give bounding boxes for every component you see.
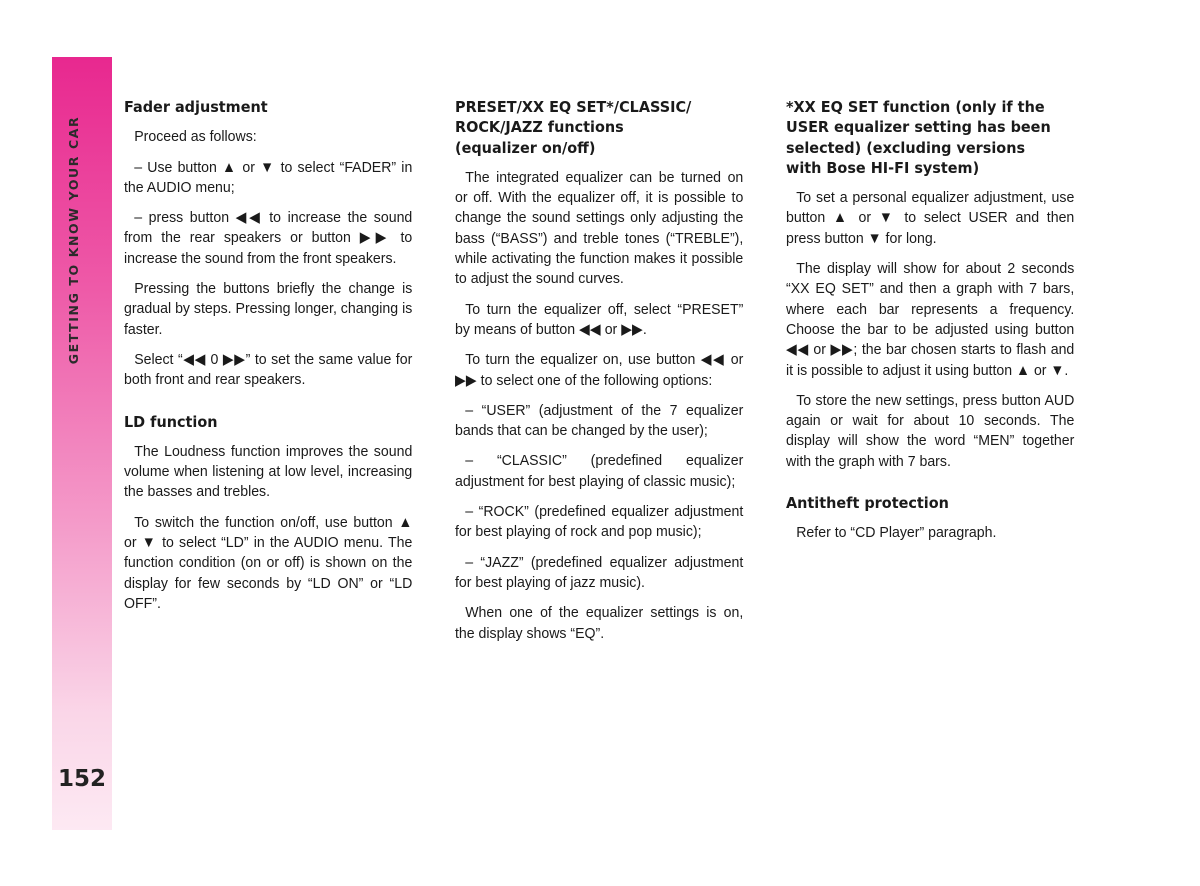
paragraph: Select “◀◀ 0 ▶▶” to set the same value for both front and rear speakers. [124, 350, 413, 389]
paragraph: The integrated equalizer can be turned on or off. With the equalizer off, it is possible to change the sound settings only adjusting the bass (“BASS”) and treble tones (“TREBLE”), while activating the function makes it possible to adjust the sound curves. [455, 168, 744, 288]
column-middle [455, 97, 743, 654]
paragraph: To store the new settings, press button AUD again or wait for about 10 seconds. The display will show the word “MEN” together with the graph with 7 bars. [786, 391, 1075, 470]
paragraph: To switch the function on/off, use button ▲ or ▼ to select “LD” in the AUDIO menu. The function condition (on or off) is shown on the display for few seconds by “LD ON” or “LD OFF”. [124, 513, 413, 612]
heading-ld-function: LD function [124, 412, 218, 431]
section-label: GETTING TO KNOW YOUR CAR [66, 115, 81, 365]
paragraph: – “JAZZ” (predefined equalizer adjustment for best playing of jazz music). [455, 553, 744, 591]
paragraph: To turn the equalizer off, select “PRESET” by means of button ◀◀ or ▶▶. [455, 300, 744, 338]
paragraph: – “USER” (adjustment of the 7 equalizer bands that can be changed by the user); [455, 401, 744, 440]
heading-fader-adjustment: Fader adjustment [124, 98, 268, 116]
page-number: 152 [58, 766, 107, 792]
paragraph: When one of the equalizer settings is on, the display shows “EQ”. [455, 604, 744, 642]
paragraph: – “ROCK” (predefined equalizer adjustment for best playing of rock and pop music); [455, 503, 744, 541]
heading-equalizer-functions: PRESET/XX EQ SET*/CLASSIC/ ROCK/JAZZ functions (equalizer on/off) [455, 98, 692, 157]
paragraph: Pressing the buttons briefly the change is gradual by steps. Pressing longer, changing is faster. [124, 280, 413, 338]
paragraph: The display will show for about 2 seconds “XX EQ SET” and then a graph with 7 bars, where each bar represents a frequency. Choose the bar to be adjusted using button ◀◀ or ▶▶; the bar chosen starts to flash and it is possible to adjust it using button ▲ or ▼. [786, 260, 1075, 379]
section-sidebar [52, 57, 112, 830]
paragraph: Refer to “CD Player” paragraph. [796, 524, 997, 542]
column-right [786, 97, 1074, 554]
heading-antitheft-protection: Antitheft protection [786, 494, 949, 513]
paragraph: – press button ◀◀ to increase the sound from the rear speakers or button ▶▶ to increase the sound from the front speakers. [124, 209, 413, 267]
paragraph: The Loudness function improves the sound volume when listening at low level, increasing the basses and trebles. [124, 442, 413, 501]
column-left [124, 97, 412, 624]
paragraph: – “CLASSIC” (predefined equalizer adjustment for best playing of classic music); [455, 452, 744, 490]
paragraph: To set a personal equalizer adjustment, use button ▲ or ▼ to select USER and then press button ▼ for long. [786, 189, 1075, 247]
paragraph: To turn the equalizer on, use button ◀◀ or ▶▶ to select one of the following options: [455, 351, 744, 389]
paragraph: – Use button ▲ or ▼ to select “FADER” in the AUDIO menu; [124, 158, 413, 196]
heading-xx-eq-set: *XX EQ SET function (only if the USER equalizer setting has been selected) (excluding versions with Bose HI-FI system) [786, 98, 1051, 177]
paragraph: Proceed as follows: [134, 128, 257, 146]
